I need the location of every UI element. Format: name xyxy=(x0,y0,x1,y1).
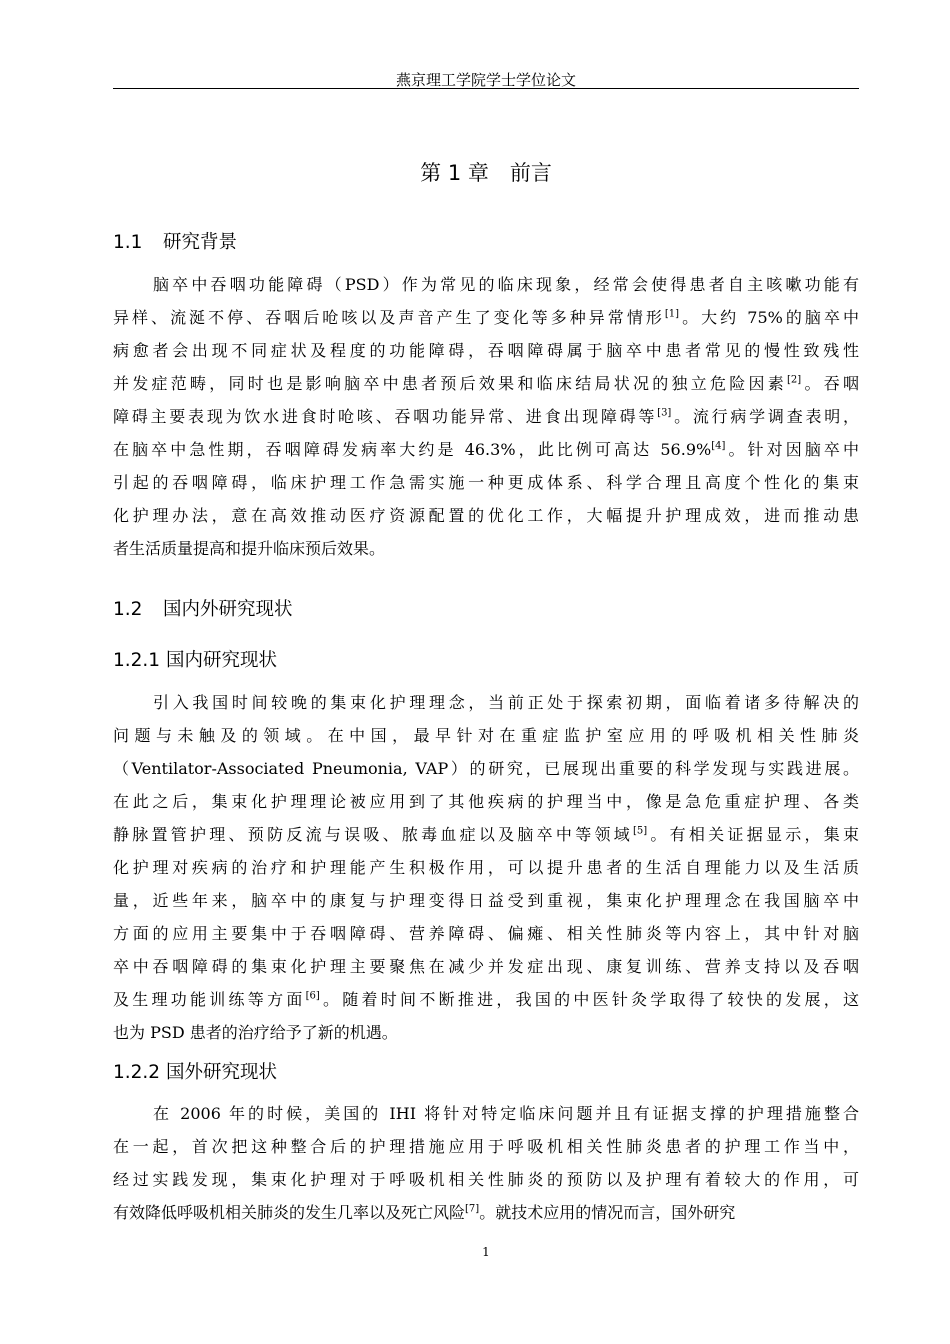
text-line xyxy=(113,950,859,983)
text-line xyxy=(113,785,859,818)
text-line xyxy=(113,301,859,334)
text-line xyxy=(113,719,859,752)
text-line xyxy=(113,367,859,400)
citation-ref: [6] xyxy=(305,990,320,1002)
line-text: 有效降低呼吸机相关肺炎的发生几率以及死亡风险 xyxy=(113,1203,466,1222)
line-text: 问题与未触及的领域。在中国，最早针对在重症监护室应用的呼吸机相关性肺炎 xyxy=(113,726,859,745)
section-heading-1-1 xyxy=(113,230,237,256)
line-text: 经过实践发现，集束化护理对于呼吸机相关性肺炎的预防以及护理有着较大的作用，可 xyxy=(113,1170,859,1189)
line-text-after-ref: 。就技术应用的情况而言，国外研究 xyxy=(479,1203,736,1222)
section-title: 研究背景 xyxy=(163,232,238,253)
line-text: 卒中吞咽障碍的集束化护理主要聚焦在减少并发症出现、康复训练、营养支持以及吞咽 xyxy=(113,957,859,976)
line-text: 在此之后，集束化护理理论被应用到了其他疾病的护理当中，像是急危重症护理、各类 xyxy=(113,792,859,811)
text-line xyxy=(153,268,859,301)
line-text: 病愈者会出现不同症状及程度的功能障碍，吞咽障碍属于脑卒中患者常见的慢性致残性 xyxy=(113,341,859,360)
line-text: 障碍主要表现为饮水进食时呛咳、吞咽功能异常、进食出现障碍等 xyxy=(113,407,658,426)
text-line xyxy=(113,884,859,917)
text-line xyxy=(113,532,859,565)
section-number: 1.1 xyxy=(113,232,143,253)
line-text-after-ref: 。流行病学调查表明， xyxy=(671,407,859,426)
text-line xyxy=(113,818,859,851)
text-line xyxy=(113,400,859,433)
text-line xyxy=(153,686,859,719)
line-text: 化护理办法，意在高效推动医疗资源配置的优化工作，大幅提升护理成效，进而推动患 xyxy=(113,506,859,525)
line-text: 在 2006 年的时候，美国的 IHI 将针对特定临床问题并且有证据支撑的护理措施整合 xyxy=(153,1104,859,1123)
citation-ref: [4] xyxy=(711,440,726,452)
text-line xyxy=(113,433,859,466)
line-text: 脑卒中吞咽功能障碍（PSD）作为常见的临床现象，经常会使得患者自主咳嗽功能有 xyxy=(153,275,859,294)
subsection-heading-1-2-2: 1.2.2 国外研究现状 xyxy=(113,1062,277,1083)
text-line xyxy=(113,1130,859,1163)
section-title: 国内外研究现状 xyxy=(163,599,293,620)
text-line xyxy=(153,1097,859,1130)
line-text: 及生理功能训练等方面 xyxy=(113,990,306,1009)
chapter-title: 第 1 章 前言 xyxy=(420,161,552,185)
section-number: 1.2 xyxy=(113,599,143,620)
line-text-after-ref: 。大约 75%的脑卒中 xyxy=(679,308,859,327)
subsection-heading-1-2-1: 1.2.1 国内研究现状 xyxy=(113,650,277,671)
text-line xyxy=(113,466,859,499)
text-line xyxy=(113,1196,859,1229)
line-text: 在脑卒中急性期，吞咽障碍发病率大约是 46.3%，此比例可高达 56.9% xyxy=(113,440,712,459)
line-text: 方面的应用主要集中于吞咽障碍、营养障碍、偏瘫、相关性肺炎等内容上，其中针对脑 xyxy=(113,924,859,943)
citation-ref: [7] xyxy=(465,1203,480,1215)
line-text-after-ref: 。针对因脑卒中 xyxy=(725,440,859,459)
text-line xyxy=(113,851,859,884)
line-text: （Ventilator-Associated Pneumonia, VAP）的研究，已展现出重要的科学发现与实践进展。 xyxy=(113,759,859,778)
line-text-after-ref: 。有相关证据显示，集束 xyxy=(647,825,859,844)
line-text: 化护理对疾病的治疗和护理能产生积极作用，可以提升患者的生活自理能力以及生活质 xyxy=(113,858,859,877)
line-text: 静脉置管护理、预防反流与误吸、脓毒血症以及脑卒中等领域 xyxy=(113,825,633,844)
citation-ref: [2] xyxy=(787,374,802,386)
text-line xyxy=(113,1163,859,1196)
running-header: 燕京理工学院学士学位论文 xyxy=(395,71,576,89)
header-rule xyxy=(113,88,859,89)
section-heading-1-2 xyxy=(113,597,293,623)
text-line xyxy=(113,499,859,532)
line-text: 者生活质量提高和提升临床预后效果。 xyxy=(113,539,386,558)
text-line xyxy=(113,917,859,950)
line-text: 也为 PSD 患者的治疗给予了新的机遇。 xyxy=(113,1023,398,1042)
line-text: 并发症范畴，同时也是影响脑卒中患者预后效果和临床结局状况的独立危险因素 xyxy=(113,374,788,393)
line-text: 量，近些年来，脑卒中的康复与护理变得日益受到重视，集束化护理理念在我国脑卒中 xyxy=(113,891,859,910)
text-line xyxy=(113,1016,859,1049)
citation-ref: [1] xyxy=(664,308,680,320)
text-line xyxy=(113,983,859,1016)
text-line xyxy=(113,334,859,367)
line-text-after-ref: 。吞咽 xyxy=(801,374,859,393)
text-line xyxy=(113,752,859,785)
line-text: 异样、流涎不停、吞咽后呛咳以及声音产生了变化等多种异常情形 xyxy=(113,308,665,327)
page-number: 1 xyxy=(482,1245,490,1259)
line-text: 在一起，首次把这种整合后的护理措施应用于呼吸机相关性肺炎患者的护理工作当中， xyxy=(113,1137,859,1156)
citation-ref: [5] xyxy=(632,825,648,837)
line-text-after-ref: 。随着时间不断推进，我国的中医针灸学取得了较快的发展，这 xyxy=(319,990,859,1009)
line-text: 引入我国时间较晚的集束化护理理念，当前正处于探索初期，面临着诸多待解决的 xyxy=(153,693,859,712)
citation-ref: [3] xyxy=(657,407,672,419)
line-text: 引起的吞咽障碍，临床护理工作急需实施一种更成体系、科学合理且高度个性化的集束 xyxy=(113,473,859,492)
